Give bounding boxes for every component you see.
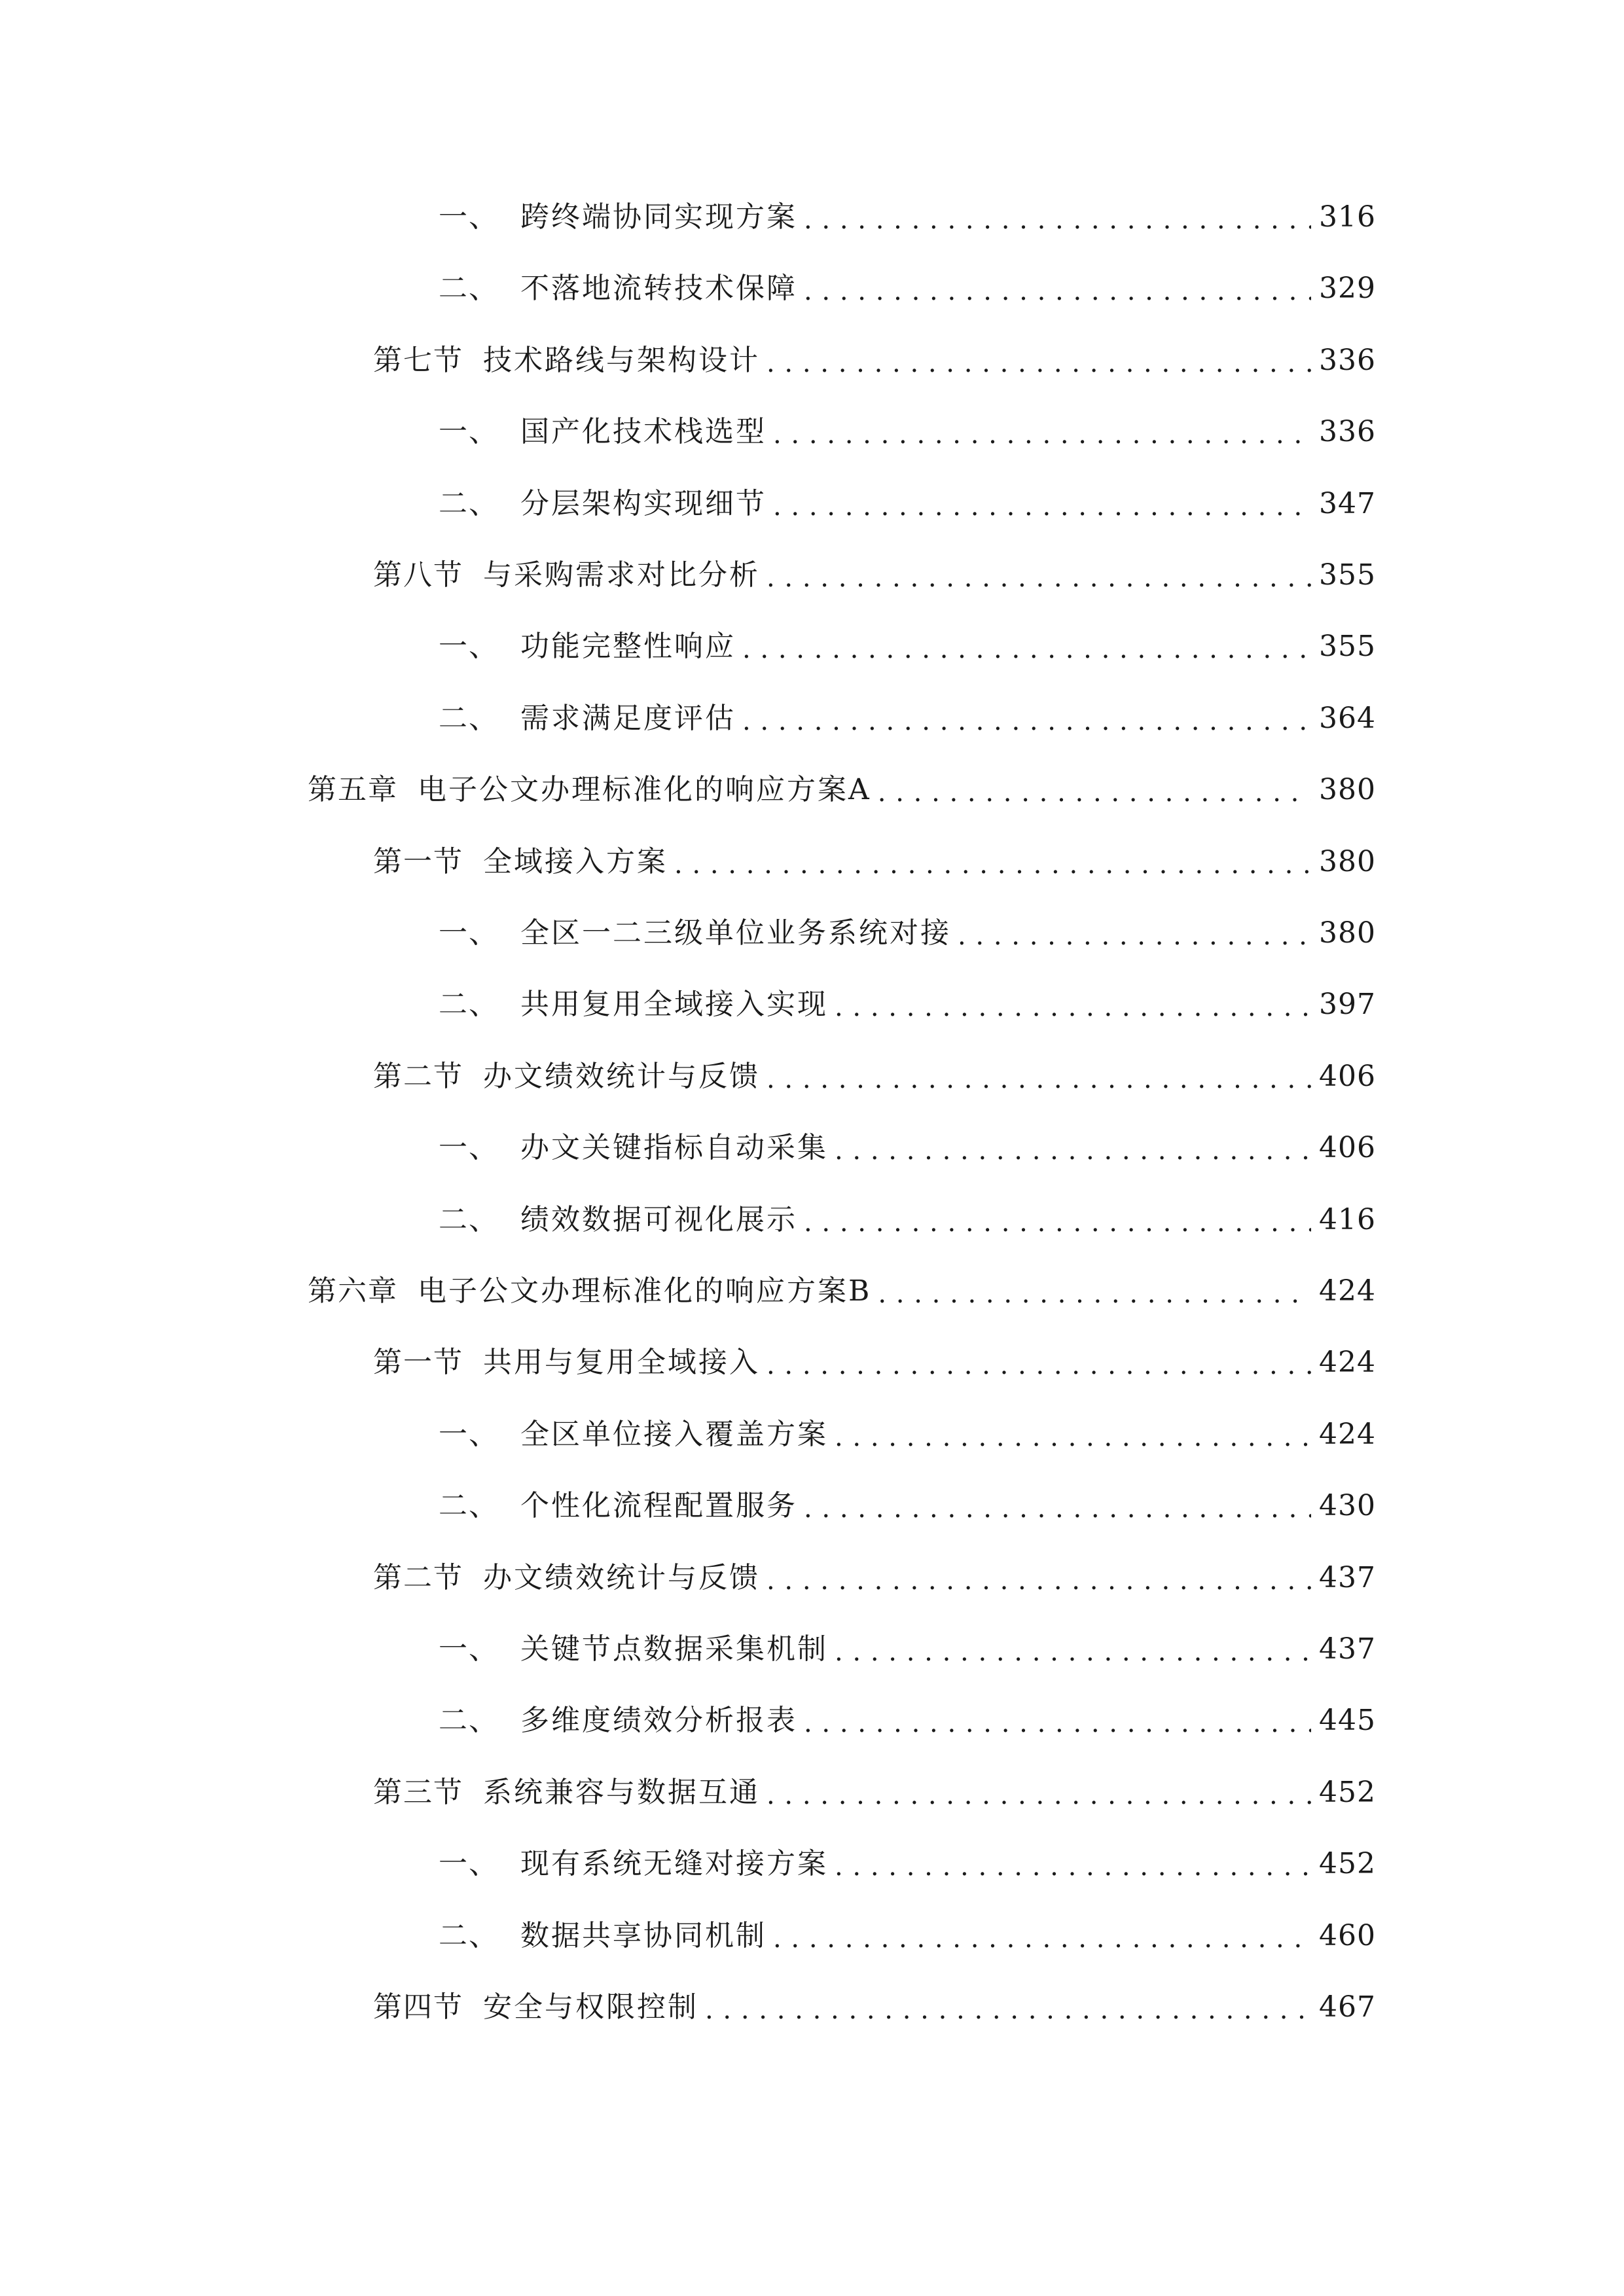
toc-entry-number: 二、 [439, 1919, 499, 1952]
toc-entry-section[interactable] [373, 549, 1376, 601]
dot-leader [773, 1910, 1311, 1962]
toc-entry-number: 二、 [439, 702, 499, 735]
dot-leader [773, 406, 1311, 458]
toc-entry-page-number: 430 [1319, 1489, 1376, 1522]
toc-entry-page-number: 336 [1319, 344, 1376, 377]
toc-entry-item[interactable] [439, 1122, 1376, 1174]
toc-entry-title: 安全与权限控制 [483, 1990, 698, 2024]
toc-entry-item[interactable] [439, 1194, 1376, 1246]
toc-entry-title: 现有系统无缝对接方案 [520, 1847, 828, 1880]
dot-leader [804, 1695, 1311, 1747]
toc-entry-page-number: 380 [1319, 845, 1376, 878]
dot-leader [705, 1981, 1311, 2034]
toc-entry-item[interactable] [439, 620, 1376, 673]
toc-entry-number: 第二节 [373, 1561, 463, 1594]
toc-entry-number: 第三节 [373, 1776, 463, 1809]
toc-entry-number: 第七节 [373, 344, 463, 377]
toc-entry-title: 全区一二三级单位业务系统对接 [520, 916, 951, 950]
toc-entry-number: 一、 [439, 1418, 499, 1451]
toc-entry-title: 需求满足度评估 [520, 702, 736, 735]
toc-entry-page-number: 445 [1319, 1704, 1376, 1737]
dot-leader [835, 1408, 1311, 1461]
toc-entry-number: 二、 [439, 1704, 499, 1737]
toc-entry-item[interactable] [439, 1480, 1376, 1532]
toc-entry-item[interactable] [439, 1695, 1376, 1747]
toc-entry-page-number: 452 [1319, 1847, 1376, 1880]
dot-leader [773, 478, 1311, 530]
toc-entry-number: 二、 [439, 1489, 499, 1522]
toc-entry-title: 电子公文办理标准化的响应方案B [418, 1274, 872, 1308]
dot-leader [835, 1838, 1311, 1890]
toc-entry-title: 分层架构实现细节 [520, 487, 767, 520]
toc-entry-number: 一、 [439, 1847, 499, 1880]
toc-entry-title: 与采购需求对比分析 [483, 558, 760, 592]
toc-entry-number: 第一节 [373, 845, 463, 878]
toc-entry-title: 关键节点数据采集机制 [520, 1632, 828, 1666]
toc-entry-page-number: 347 [1319, 487, 1376, 520]
dot-leader [767, 1336, 1311, 1389]
toc-entry-title: 共用复用全域接入实现 [520, 988, 828, 1021]
dot-leader [878, 764, 1311, 816]
dot-leader [767, 1552, 1311, 1604]
dot-leader [835, 1623, 1311, 1676]
dot-leader [742, 620, 1311, 673]
toc-entry-number: 一、 [439, 1632, 499, 1666]
toc-entry-number: 一、 [439, 1131, 499, 1164]
toc-entry-title: 个性化流程配置服务 [520, 1489, 797, 1522]
toc-entry-number: 一、 [439, 415, 499, 448]
toc-entry-number: 二、 [439, 988, 499, 1021]
dot-leader [804, 191, 1311, 243]
toc-entry-number: 第二节 [373, 1060, 463, 1093]
toc-entry-page-number: 380 [1319, 773, 1376, 806]
toc-entry-page-number: 355 [1319, 630, 1376, 663]
toc-entry-chapter[interactable] [308, 764, 1376, 816]
toc-entry-page-number: 452 [1319, 1776, 1376, 1809]
toc-entry-item[interactable] [439, 1623, 1376, 1676]
dot-leader [835, 978, 1311, 1031]
toc-entry-item[interactable] [439, 191, 1376, 243]
toc-entry-title: 功能完整性响应 [520, 630, 736, 663]
toc-entry-number: 一、 [439, 916, 499, 950]
toc-entry-page-number: 364 [1319, 702, 1376, 735]
toc-entry-item[interactable] [439, 907, 1376, 960]
toc-entry-number: 第一节 [373, 1346, 463, 1379]
toc-entry-item[interactable] [439, 692, 1376, 745]
toc-entry-title: 办文关键指标自动采集 [520, 1131, 828, 1164]
toc-entry-number: 第五章 [308, 773, 398, 806]
toc-entry-section[interactable] [373, 1767, 1376, 1819]
toc-entry-title: 全域接入方案 [483, 845, 668, 878]
toc-entry-page-number: 406 [1319, 1060, 1376, 1093]
toc-entry-title: 办文绩效统计与反馈 [483, 1060, 760, 1093]
dot-leader [674, 836, 1311, 888]
toc-entry-number: 二、 [439, 272, 499, 305]
toc-entry-page-number: 424 [1319, 1418, 1376, 1451]
toc-entry-title: 系统兼容与数据互通 [483, 1776, 760, 1809]
toc-entry-page-number: 467 [1319, 1990, 1376, 2024]
toc-entry-page-number: 329 [1319, 272, 1376, 305]
toc-entry-number: 一、 [439, 630, 499, 663]
toc-entry-section[interactable] [373, 1552, 1376, 1604]
toc-entry-section[interactable] [373, 334, 1376, 387]
dot-leader [804, 1480, 1311, 1532]
toc-entry-title: 办文绩效统计与反馈 [483, 1561, 760, 1594]
dot-leader [804, 262, 1311, 315]
toc-entry-page-number: 424 [1319, 1346, 1376, 1379]
dot-leader [742, 692, 1311, 745]
toc-entry-title: 跨终端协同实现方案 [520, 200, 797, 234]
toc-entry-section[interactable] [373, 1981, 1376, 2034]
dot-leader [878, 1265, 1311, 1318]
toc-entry-item[interactable] [439, 978, 1376, 1031]
toc-entry-number: 二、 [439, 487, 499, 520]
toc-entry-page-number: 355 [1319, 558, 1376, 592]
toc-entry-page-number: 424 [1319, 1274, 1376, 1308]
toc-entry-number: 第六章 [308, 1274, 398, 1308]
toc-entry-number: 二、 [439, 1203, 499, 1236]
toc-entry-number: 第八节 [373, 558, 463, 592]
toc-entry-item[interactable] [439, 1838, 1376, 1890]
toc-entry-title: 数据共享协同机制 [520, 1919, 767, 1952]
dot-leader [767, 1767, 1311, 1819]
toc-entry-item[interactable] [439, 478, 1376, 530]
toc-entry-page-number: 336 [1319, 415, 1376, 448]
dot-leader [958, 907, 1311, 960]
toc-entry-section[interactable] [373, 1336, 1376, 1389]
dot-leader [804, 1194, 1311, 1246]
dot-leader [767, 1050, 1311, 1103]
toc-entry-page-number: 380 [1319, 916, 1376, 950]
toc-entry-number: 一、 [439, 200, 499, 234]
toc-entry-title: 多维度绩效分析报表 [520, 1704, 797, 1737]
toc-entry-section[interactable] [373, 1050, 1376, 1103]
toc-entry-title: 电子公文办理标准化的响应方案A [418, 773, 871, 806]
toc-entry-page-number: 460 [1319, 1919, 1376, 1952]
toc-entry-title: 共用与复用全域接入 [483, 1346, 760, 1379]
toc-entry-page-number: 416 [1319, 1203, 1376, 1236]
toc-entry-item[interactable] [439, 262, 1376, 315]
toc-entry-title: 技术路线与架构设计 [483, 344, 760, 377]
dot-leader [767, 334, 1311, 387]
toc-entry-item[interactable] [439, 1408, 1376, 1461]
toc-entry-page-number: 406 [1319, 1131, 1376, 1164]
toc-entry-page-number: 437 [1319, 1632, 1376, 1666]
dot-leader [835, 1122, 1311, 1174]
toc-entry-section[interactable] [373, 836, 1376, 888]
toc-entry-title: 全区单位接入覆盖方案 [520, 1418, 828, 1451]
dot-leader [767, 549, 1311, 601]
toc-entry-page-number: 397 [1319, 988, 1376, 1021]
toc-entry-title: 国产化技术栈选型 [520, 415, 767, 448]
toc-entry-item[interactable] [439, 406, 1376, 458]
toc-entry-title: 不落地流转技术保障 [520, 272, 797, 305]
toc-entry-title: 绩效数据可视化展示 [520, 1203, 797, 1236]
toc-entry-page-number: 316 [1319, 200, 1376, 234]
toc-entry-item[interactable] [439, 1910, 1376, 1962]
toc-entry-page-number: 437 [1319, 1561, 1376, 1594]
toc-entry-number: 第四节 [373, 1990, 463, 2024]
toc-entry-chapter[interactable] [308, 1265, 1376, 1318]
